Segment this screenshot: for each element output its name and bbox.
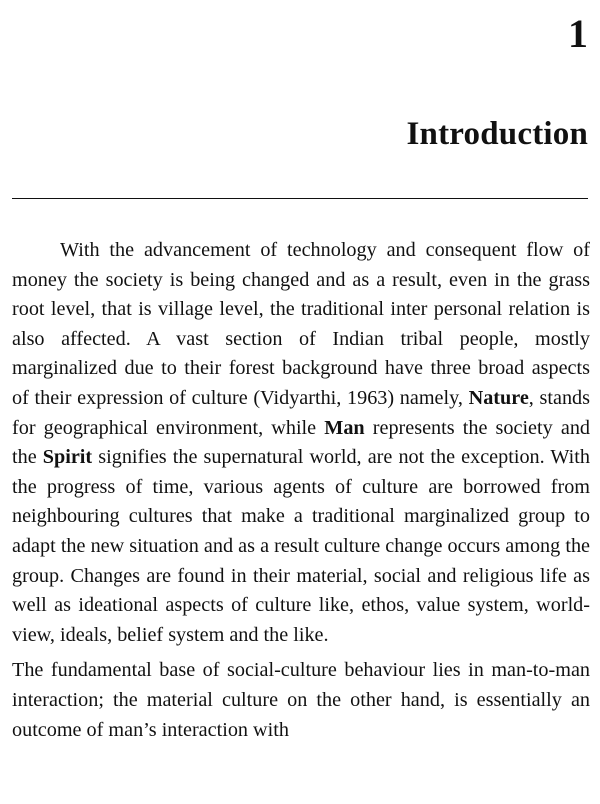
chapter-number: 1 xyxy=(568,11,588,56)
paragraph-1-text-4: signifies the supernatural world, are not the exception. With the progress of time, various agents of culture are borrowed from neighbouring cultures that make a traditional marginalized group to adapt the new situation and as a result culture change occurs among the group. Changes are found in their material, social and religious life as well as ideational aspects of culture like, ethos, value system, world-view, ideals, belief system and the like. xyxy=(12,446,590,646)
paragraph-1 xyxy=(12,236,590,650)
paragraph-2: The fundamental base of social-culture behaviour lies in man-to-man interaction; the material culture on the other hand, is essentially an outcome of man’s interaction with xyxy=(12,659,590,741)
paragraph-1-text-3: represents the society and the xyxy=(12,416,591,469)
term-nature: Nature xyxy=(468,386,529,409)
paragraph-1-text-1: With the advancement of technology and consequent flow of money the society is being changed and as a result, even in the grass root level, that is village level, the traditional inter personal relation is also affected. A vast section of Indian tribal people, mostly marginalized due to their forest background have three broad aspects of their expression of culture (Vidyarthi, 1963) namely, xyxy=(12,239,590,409)
title-divider xyxy=(12,198,588,199)
term-spirit: Spirit xyxy=(42,446,93,469)
term-man: Man xyxy=(324,416,365,439)
chapter-title: Introduction xyxy=(406,116,588,152)
paragraph-1-text-2: , stands for geographical environment, while xyxy=(12,386,590,439)
chapter-body xyxy=(12,236,590,745)
